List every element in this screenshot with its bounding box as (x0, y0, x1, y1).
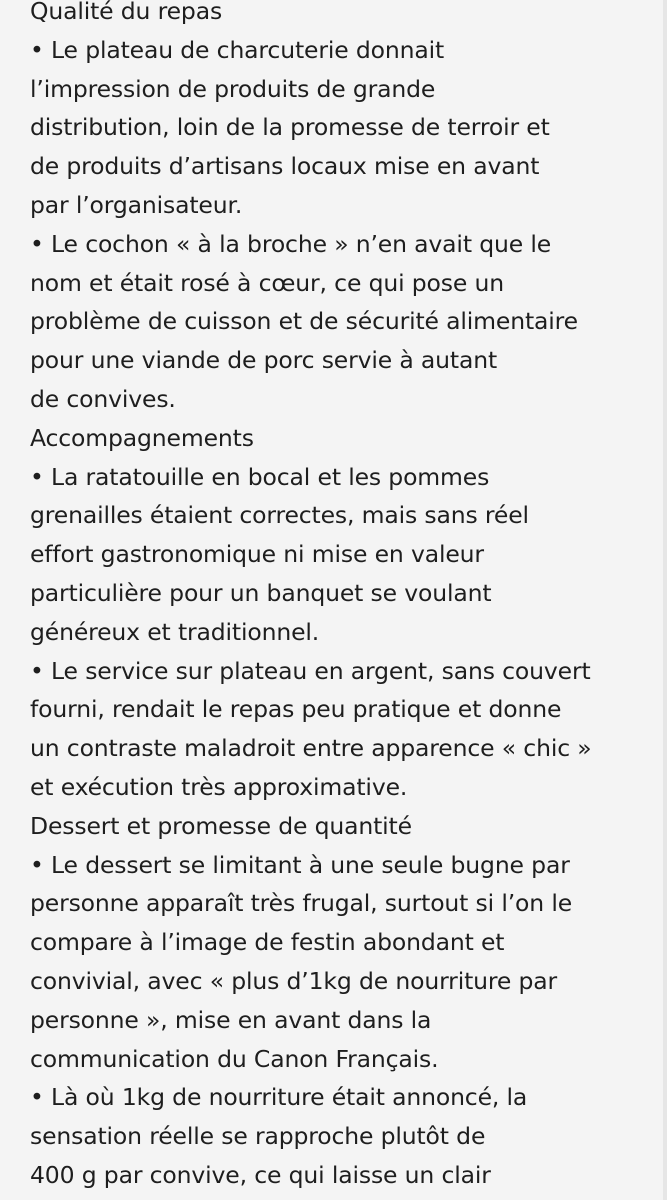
section-heading-meal-quality: Qualité du repas (30, 0, 223, 25)
text-line: de convives. (30, 384, 176, 413)
section-heading-dessert: Dessert et promesse de quantité (30, 811, 412, 840)
document-body (30, 0, 662, 1195)
page-edge (663, 0, 667, 1200)
text-line: personne », mise en avant dans la (30, 1005, 432, 1034)
text-line: 400 g par convive, ce qui laisse un clair (30, 1160, 491, 1189)
text-line: effort gastronomique ni mise en valeur (30, 540, 484, 569)
text-line: grenailles étaient correctes, mais sans réel (30, 501, 529, 530)
text-line: un contraste maladroit entre apparence « chic » (30, 734, 592, 763)
text-line: • Le plateau de charcuterie donnait (30, 35, 445, 64)
text-line: • Là où 1kg de nourriture était annoncé, la (30, 1083, 528, 1112)
text-line: particulière pour un banquet se voulant (30, 578, 492, 607)
text-line: nom et était rosé à cœur, ce qui pose un (30, 268, 504, 297)
text-line: problème de cuisson et de sécurité alimentaire (30, 307, 578, 336)
text-line: • La ratatouille en bocal et les pommes (30, 462, 490, 491)
text-line: compare à l’image de festin abondant et (30, 928, 505, 957)
text-line: • Le cochon « à la broche » n’en avait que le (30, 229, 552, 258)
text-line: de produits d’artisans locaux mise en avant (30, 152, 540, 181)
text-line: par l’organisateur. (30, 190, 243, 219)
text-line: communication du Canon Français. (30, 1044, 439, 1073)
text-line: • Le service sur plateau en argent, sans couvert (30, 656, 591, 685)
text-line: personne apparaît très frugal, surtout si l’on le (30, 889, 573, 918)
text-line: convivial, avec « plus d’1kg de nourriture par (30, 966, 558, 995)
text-line: sensation réelle se rapproche plutôt de (30, 1122, 486, 1151)
text-line: pour une viande de porc servie à autant (30, 346, 498, 375)
text-line: distribution, loin de la promesse de terroir et (30, 113, 550, 142)
text-line: généreux et traditionnel. (30, 617, 320, 646)
text-line: et exécution très approximative. (30, 772, 408, 801)
text-line: fourni, rendait le repas peu pratique et donne (30, 695, 562, 724)
text-line: l’impression de produits de grande (30, 74, 436, 103)
section-heading-side-dishes: Accompagnements (30, 423, 254, 452)
text-line: • Le dessert se limitant à une seule bugne par (30, 850, 570, 879)
